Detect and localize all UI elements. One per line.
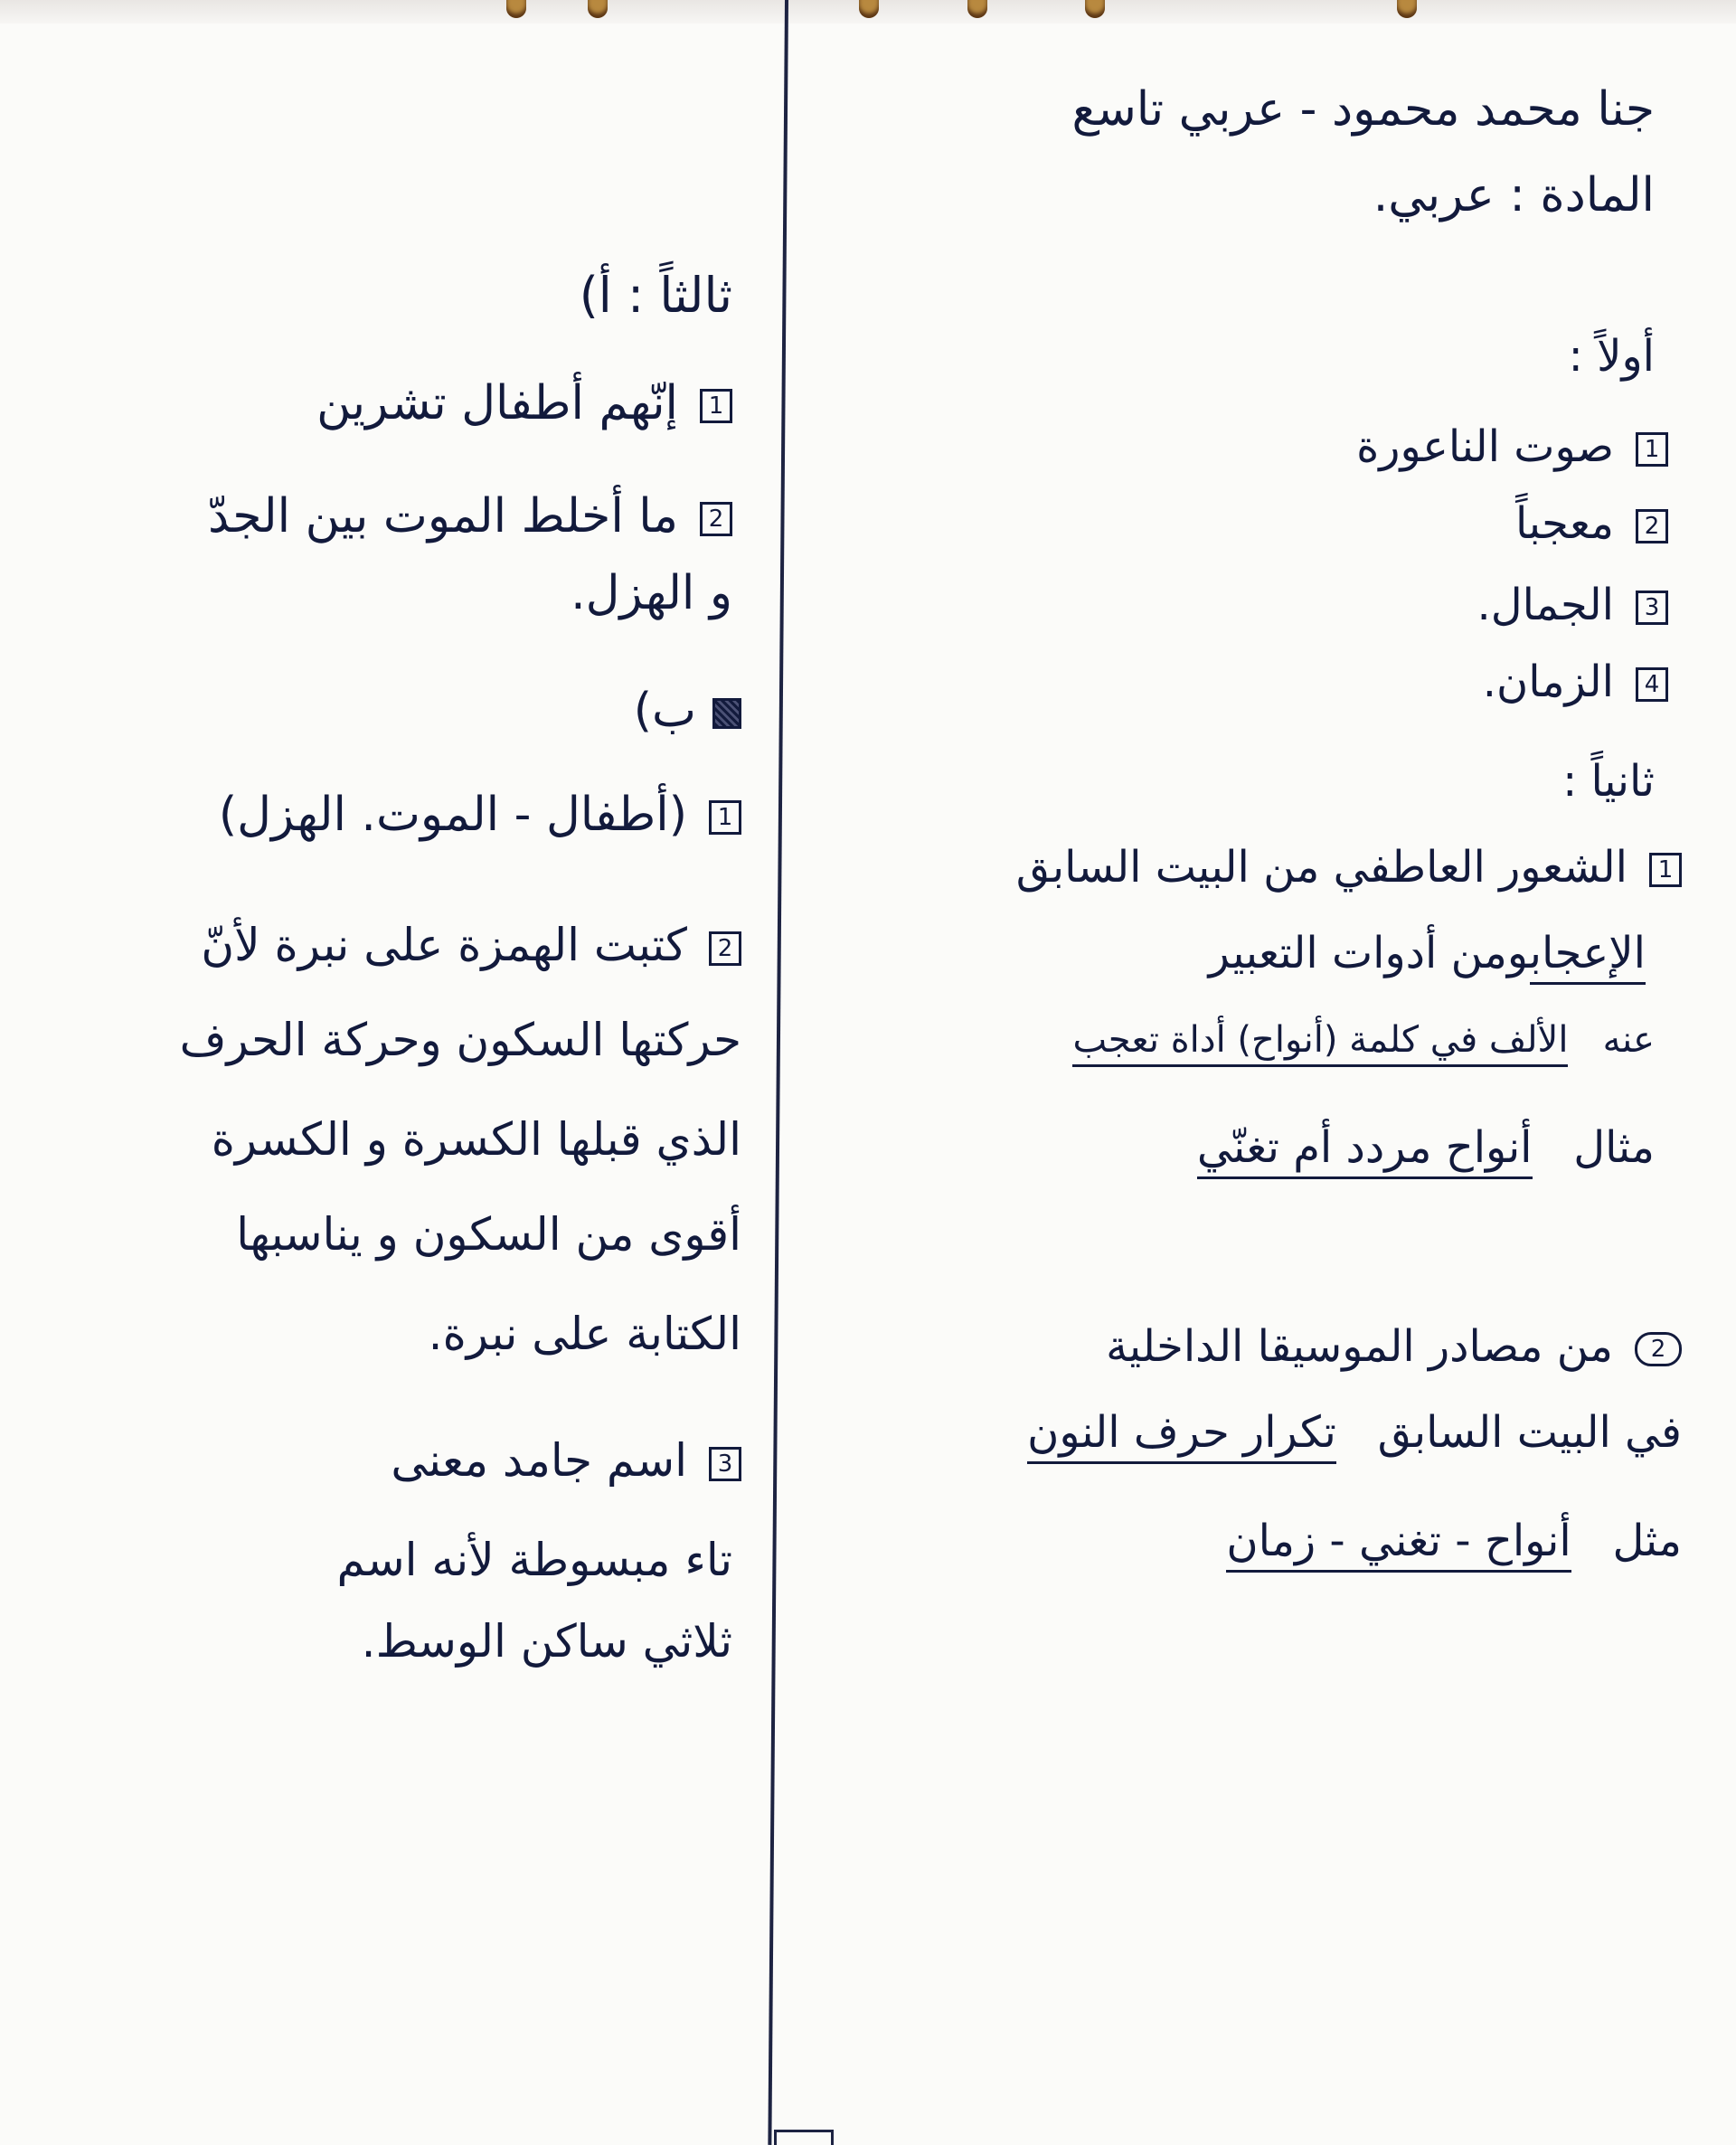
answer-text: (أطفال - الموت. الهزل) [218,788,687,842]
q3-b-2-line-1 [201,919,741,971]
q2-2-line-1 [1106,1321,1682,1372]
q3-b-1 [218,788,741,842]
answer-number-box: 2 [1636,509,1668,543]
answer-number-box: 1 [709,800,741,835]
answer-1-4 [1482,657,1668,707]
q3-b-2-line-3: الذي قبلها الكسرة و الكسرة [211,1113,741,1166]
answer-text: في البيت السابق [1377,1407,1682,1458]
answer-text: مثل [1612,1516,1682,1566]
q2-1-line-2 [1208,928,1646,978]
q3-b-3-line-3: ثلاثي ساكن الوسط. [361,1615,732,1668]
q2-1-line-3 [1072,1019,1655,1061]
answer-number-box: 2 [709,931,741,966]
answer-text: ما أخلط الموت بين الجدّ [207,489,678,543]
answer-text: إنّهم أطفال تشرين [316,376,678,430]
answer-number-box: 2 [1635,1332,1682,1366]
student-name-line: جنا محمد محمود - عربي تاسع [1071,82,1655,137]
answer-text: من مصادر الموسيقا الداخلية [1106,1321,1613,1372]
q3-a-2 [207,489,732,543]
subject-line: المادة : عربي. [1373,168,1655,222]
page-corner-mark [774,2130,834,2145]
q3-b-2-line-5: الكتابة على نبرة. [428,1308,741,1360]
answer-number-box: 1 [1636,432,1668,467]
q3-b-3-line-2: تاء مبسوطة لأنه اسم [336,1534,732,1586]
q2-2-line-2 [1027,1407,1682,1458]
answer-number-box: 2 [700,502,732,536]
answer-text: عنه [1602,1019,1655,1061]
emphasized-answer: أنواح مردد أم تغنّي [1197,1122,1533,1179]
answer-1-1 [1356,421,1668,472]
answer-text: مثال [1573,1122,1655,1173]
emphasized-answer: تكرار حرف النون [1027,1407,1336,1464]
binding-hole [1085,0,1105,18]
q2-1-line-1 [1015,842,1682,893]
answer-1-2 [1515,498,1668,549]
binding-hole [506,0,526,18]
q2-2-line-3 [1226,1516,1682,1566]
answer-number-box: 1 [1649,853,1682,887]
answer-text: الجمال. [1477,580,1614,630]
emphasized-answer: أنواح - تغني - زمان [1226,1516,1571,1573]
q3-a-1 [316,376,732,430]
section-three-heading: ثالثاً : أ) [579,267,732,324]
answer-number-box: 4 [1636,667,1668,702]
binding-hole [859,0,879,18]
section-one-heading: أولاً : [1568,331,1655,382]
answer-number-box: 3 [1636,591,1668,625]
q3-a-2-continuation: و الهزل. [571,566,732,620]
q3-b-2-line-4: أقوى من السكون و يناسبها [236,1208,741,1261]
spiral-binding [0,0,1736,24]
answer-text: معجباً [1515,498,1614,549]
q2-1-line-4 [1196,1122,1655,1173]
answer-number-box: 1 [700,389,732,423]
answer-text: كتبت الهمزة على نبرة لأنّ [201,919,687,971]
answer-number-box: 3 [709,1447,741,1481]
answer-1-3 [1477,580,1668,630]
page-divider [768,0,788,2145]
answer-text: الشعور العاطفي من البيت السابق [1015,842,1628,893]
binding-hole [588,0,608,18]
q3-b-label [633,684,741,738]
binding-hole [1397,0,1417,18]
q3-b-3-line-1 [391,1434,741,1487]
q3-b-2-line-2: حركتها السكون وحركة الحرف [179,1014,741,1066]
part-label: ب) [633,684,696,738]
binding-hole [967,0,987,18]
section-two-heading: ثانياً : [1562,756,1655,807]
emphasized-answer: الإعجاب [1530,928,1646,985]
answer-text: اسم جامد معنى [391,1434,687,1487]
answer-text: الزمان. [1482,657,1614,707]
answer-text: ومن أدوات التعبير [1208,928,1530,978]
answer-text: صوت الناعورة [1356,421,1614,472]
emphasized-answer: الألف في كلمة (أنواح) أداة تعجب [1072,1019,1568,1067]
filled-number-box [712,698,741,729]
